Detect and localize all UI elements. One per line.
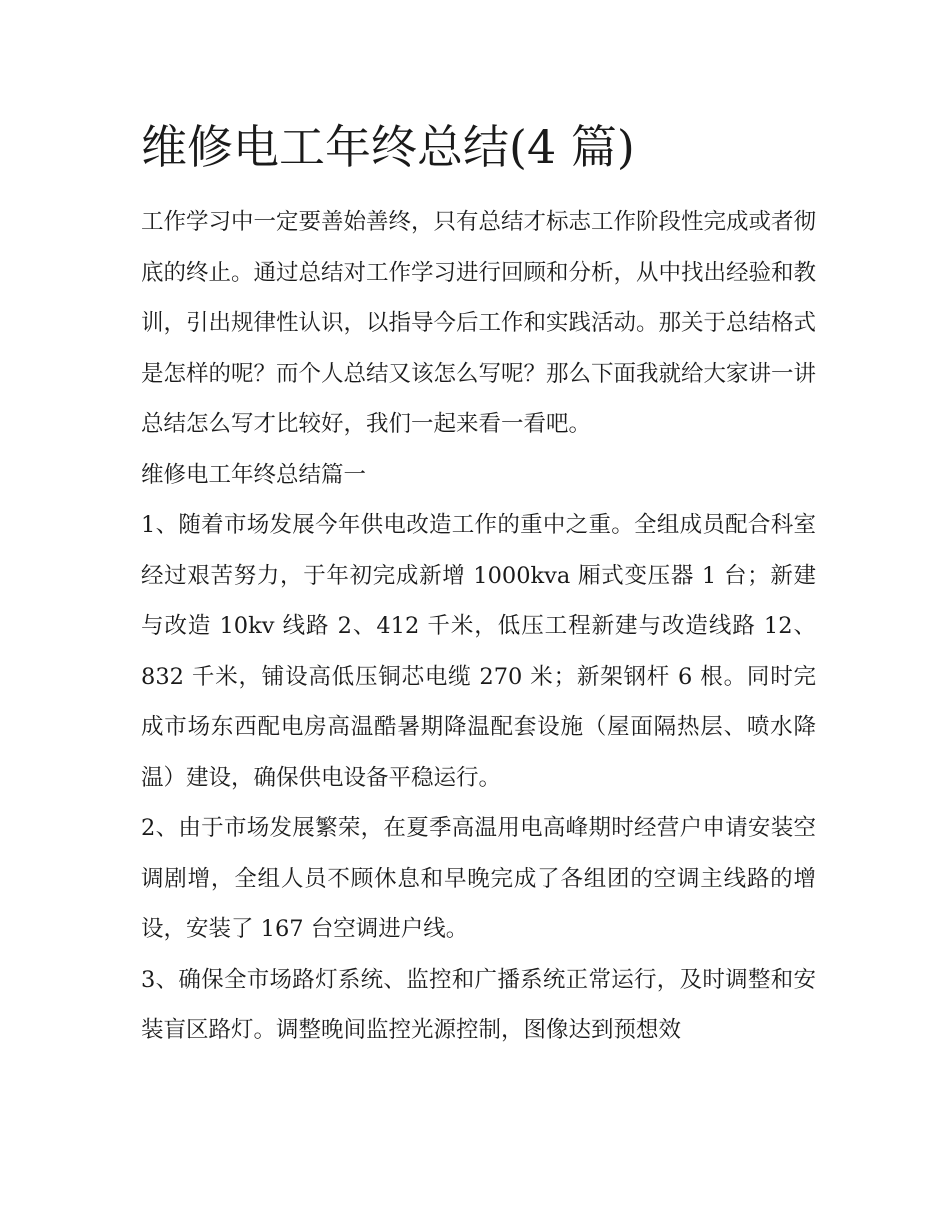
intro-paragraph: 工作学习中一定要善始善终，只有总结才标志工作阶段性完成或者彻底的终止。通过总结对工作学习进行回顾和分析，从中找出经验和教训，引出规律性认识，以指导今后工作和实践活动。那关于总结格式是怎样的呢？而个人总结又该怎么写呢？那么下面我就给大家讲一讲总结怎么写才比较好，我们一起来看一看吧。 <box>141 209 817 437</box>
document-title: 维修电工年终总结(4 篇) <box>141 120 635 174</box>
paragraph-item-2: 2、由于市场发展繁荣，在夏季高温用电高峰期时经营户申请安装空调剧增，全组人员不顾休息和早晚完成了各组团的空调主线路的增设，安装了 167 台空调进户线。 <box>141 815 816 942</box>
section-heading: 维修电工年终总结篇一 <box>141 461 367 488</box>
paragraph-item-3: 3、确保全市场路灯系统、监控和广播系统正常运行，及时调整和安装盲区路灯。调整晚间监控光源控制，图像达到预想效 <box>141 966 816 1043</box>
paragraph-item-1: 1、随着市场发展今年供电改造工作的重中之重。全组成员配合科室经过艰苦努力，于年初完成新增 1000kva 厢式变压器 1 台；新建与改造 10kv 线路 2、412 千米，低压工程新建与改造线路 12、832 千米，铺设高低压铜芯电缆 270 米；新架钢杆 6 根。同时完成市场东西配电房高温酷暑期降温配套设施（屋面隔热层、喷水降温）建设，确保供电设备平稳运行。 <box>141 512 816 791</box>
document-content <box>141 115 816 1056</box>
